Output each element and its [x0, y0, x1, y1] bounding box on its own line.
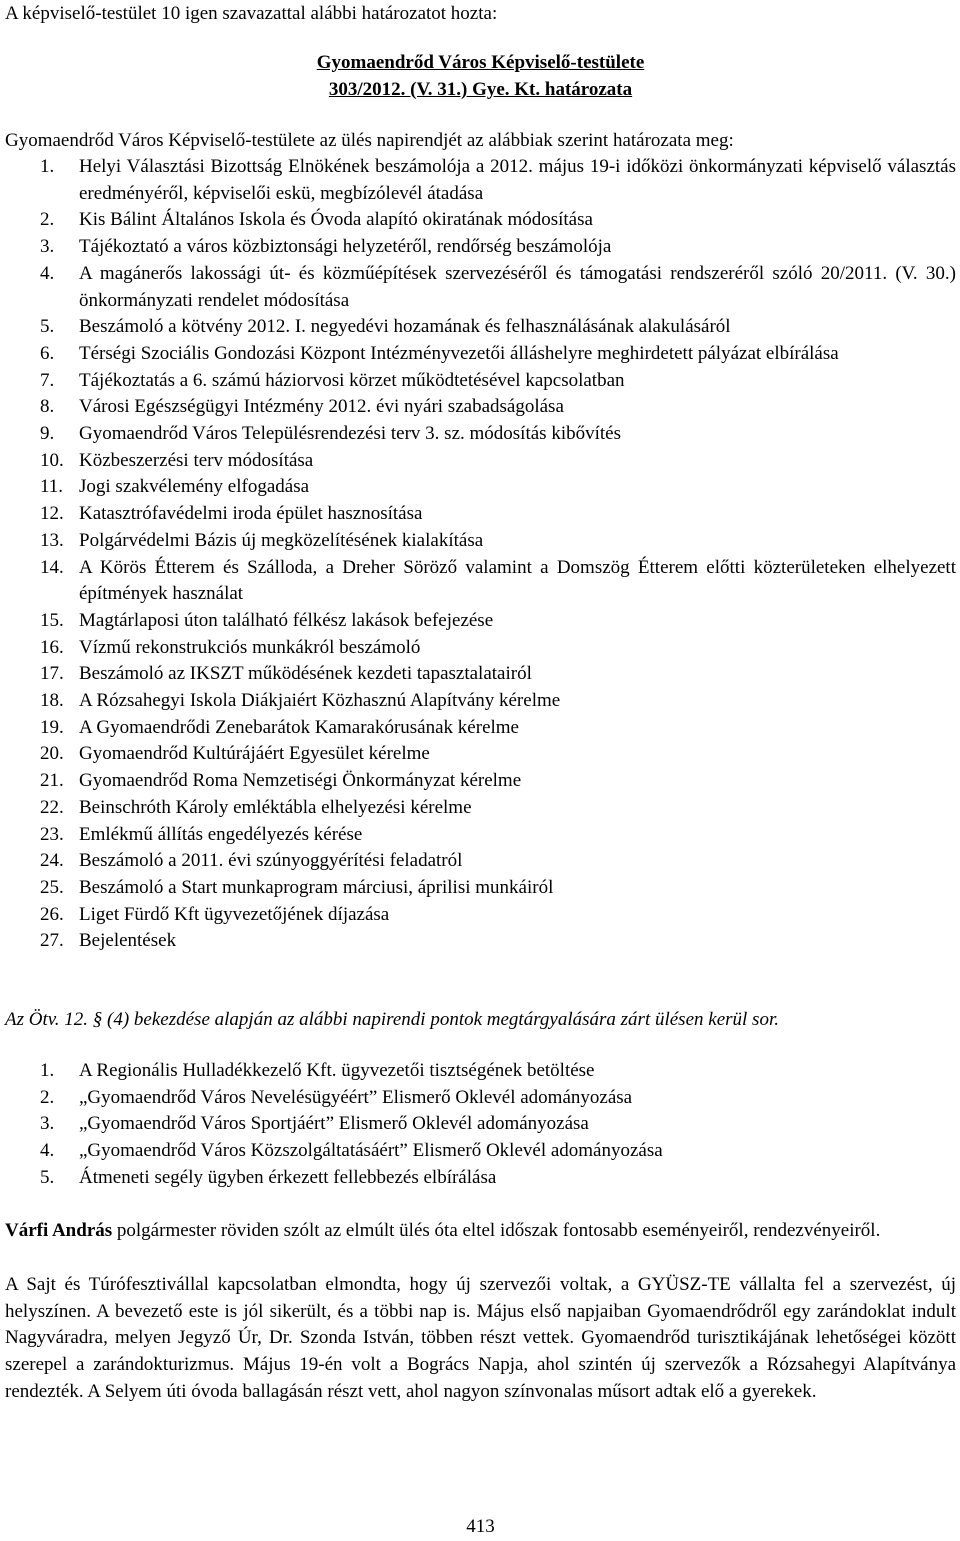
paragraph-text: polgármester röviden szólt az elmúlt ülés óta eltel időszak fontosabb eseményeiről, rendezvényeiről.	[112, 1220, 881, 1241]
resolution-body: Gyomaendrőd Város Képviselő-testülete	[316, 52, 645, 73]
list-item	[5, 261, 956, 314]
item-number: 2.	[40, 1086, 55, 1108]
item-text: Beszámoló a Start munkaprogram márciusi, áprilisi munkáiról	[79, 876, 554, 898]
item-number: 12.	[40, 503, 64, 525]
item-number: 4.	[40, 262, 55, 284]
item-number: 21.	[40, 770, 64, 792]
item-text: A Gyomaendrődi Zenebarátok Kamarakórusának kérelme	[79, 716, 519, 738]
list-item	[5, 421, 956, 448]
item-number: 18.	[40, 690, 64, 712]
item-text: Kis Bálint Általános Iskola és Óvoda alapító okiratának módosítása	[79, 209, 593, 231]
speaker-name: Várfi András	[5, 1220, 113, 1241]
list-item	[5, 1165, 956, 1192]
list-item	[5, 875, 956, 902]
list-item	[5, 715, 956, 742]
list-item	[5, 688, 956, 715]
list-item	[5, 341, 956, 368]
item-text: Gyomaendrőd Kultúrájáért Egyesület kérelme	[79, 743, 430, 765]
item-text: Átmeneti segély ügyben érkezett fellebbezés elbírálása	[79, 1166, 497, 1188]
closed-session-list	[5, 1058, 956, 1192]
item-text: A Regionális Hulladékkezelő Kft. ügyvezetői tisztségének betöltése	[79, 1060, 595, 1081]
list-item	[5, 768, 956, 795]
item-number: 5.	[40, 1166, 55, 1188]
list-item	[5, 1058, 956, 1085]
item-text: „Gyomaendrőd Város Nevelésügyéért” Elismerő Oklevél adományozása	[79, 1086, 633, 1108]
item-number: 6.	[40, 342, 55, 364]
list-item	[5, 1138, 956, 1165]
list-item	[5, 902, 956, 929]
item-number: 25.	[40, 876, 64, 898]
item-text: „Gyomaendrőd Város Sportjáért” Elismerő Oklevél adományozása	[79, 1113, 589, 1135]
intro-text: A képviselő-testület 10 igen szavazattal alábbi határozatot hozta:	[5, 3, 498, 24]
item-number: 22.	[40, 796, 64, 818]
item-text: „Gyomaendrőd Város Közszolgáltatásáért” Elismerő Oklevél adományozása	[79, 1140, 663, 1162]
item-text: Beszámoló az IKSZT működésének kezdeti tapasztalatairól	[79, 663, 532, 685]
agenda-lead: Gyomaendrőd Város Képviselő-testülete az ülés napirendjét az alábbiak szerint határozata meg:	[5, 130, 734, 151]
item-text: A Rózsahegyi Iskola Diákjaiért Közhasznú Alapítvány kérelme	[79, 690, 561, 712]
item-text: Beszámoló a 2011. évi szúnyoggyérítési feladatról	[79, 850, 463, 872]
item-text: Beszámoló a kötvény 2012. I. negyedévi hozamának és felhasználásának alakulásáról	[79, 316, 731, 338]
list-item	[5, 501, 956, 528]
item-text: Térségi Szociális Gondozási Központ Intézményvezetői álláshelyre meghirdetett pályázat elbírálása	[79, 342, 839, 364]
item-number: 3.	[40, 236, 55, 258]
item-number: 17.	[40, 663, 64, 685]
item-number: 16.	[40, 636, 64, 658]
list-item	[5, 822, 956, 849]
item-text: A Körös Étterem és Szálloda, a Dreher Söröző valamint a Domszög Étterem előtti közterületeken elhelyezett építmények használat	[79, 556, 956, 605]
item-number: 19.	[40, 716, 64, 738]
list-item	[5, 1085, 956, 1112]
list-item	[5, 234, 956, 261]
list-item	[5, 928, 956, 955]
list-item	[5, 394, 956, 421]
list-item	[5, 528, 956, 555]
item-number: 2.	[40, 209, 55, 231]
agenda-list	[5, 154, 956, 955]
item-number: 24.	[40, 850, 64, 872]
list-item	[5, 608, 956, 635]
list-item	[5, 661, 956, 688]
list-item	[5, 1111, 956, 1138]
item-number: 27.	[40, 930, 64, 952]
legal-citation: Az Ötv. 12. § (4) bekezdése alapján az alábbi napirendi pontok megtárgyalására zárt ülésen kerül sor.	[5, 1009, 779, 1030]
list-item	[5, 474, 956, 501]
list-item	[5, 448, 956, 475]
item-number: 3.	[40, 1113, 55, 1135]
list-item	[5, 154, 956, 207]
item-number: 1.	[40, 156, 55, 177]
list-item	[5, 635, 956, 662]
item-number: 13.	[40, 529, 64, 551]
item-text: Közbeszerzési terv módosítása	[79, 449, 314, 471]
item-number: 8.	[40, 396, 55, 418]
item-text: Gyomaendrőd Város Településrendezési terv 3. sz. módosítás kibővítés	[79, 423, 621, 445]
item-text: Emlékmű állítás engedélyezés kérése	[79, 823, 363, 845]
resolution-number: 303/2012. (V. 31.) Gye. Kt. határozata	[328, 79, 633, 100]
list-item	[5, 555, 956, 608]
item-number: 5.	[40, 316, 55, 338]
item-text: Helyi Választási Bizottság Elnökének beszámolója a 2012. május 19-i időközi önkormányzati képviselő választás eredményéről, képviselői eskü, megbízólevél átadása	[79, 156, 956, 204]
list-item	[5, 368, 956, 395]
mayor-report-paragraph	[5, 1218, 956, 1245]
item-number: 9.	[40, 423, 55, 445]
list-item	[5, 314, 956, 341]
item-number: 11.	[40, 476, 64, 498]
item-number: 15.	[40, 609, 64, 631]
item-text: Katasztrófavédelmi iroda épület hasznosítása	[79, 503, 423, 525]
item-number: 20.	[40, 743, 64, 765]
item-text: Vízmű rekonstrukciós munkákról beszámoló	[79, 636, 421, 658]
list-item	[5, 848, 956, 875]
item-number: 7.	[40, 369, 55, 391]
item-text: Gyomaendrőd Roma Nemzetiségi Önkormányzat kérelme	[79, 770, 522, 792]
list-item	[5, 207, 956, 234]
item-text: Tájékoztató a város közbiztonsági helyzetéről, rendőrség beszámolója	[79, 236, 612, 258]
list-item	[5, 795, 956, 822]
item-number: 23.	[40, 823, 64, 845]
item-text: Tájékoztatás a 6. számú háziorvosi körzet működtetésével kapcsolatban	[79, 369, 625, 391]
item-text: A magánerős lakossági út- és közműépítések szervezéséről és támogatási rendszeréről szóló 20/2011. (V. 30.) önkormányzati rendelet módosítása	[79, 262, 956, 311]
item-number: 1.	[40, 1060, 55, 1081]
item-text: Magtárlaposi úton található félkész lakások befejezése	[79, 609, 494, 631]
item-text: Polgárvédelmi Bázis új megközelítésének kialakítása	[79, 529, 484, 551]
item-text: Bejelentések	[79, 930, 177, 952]
item-number: 4.	[40, 1140, 55, 1162]
item-text: Liget Fürdő Kft ügyvezetőjének díjazása	[79, 903, 390, 925]
item-number: 10.	[40, 449, 64, 471]
item-number: 26.	[40, 903, 64, 925]
events-paragraph: A Sajt és Túrófesztivállal kapcsolatban elmondta, hogy új szervezői voltak, a GYÜSZ-TE vállalta fel a szervezést, új helyszínen. A bevezető este is jól sikerült, és a többi nap is. Május első napjaiban Gyomaendrődről egy zarándoklat indult Nagyváradra, melyen Jegyző Úr, Dr. Szonda István, többen részt vettek. Gyomaendrőd turisztikájának lehetőségei között szerepel a zarándokturizmus. Május 19-én volt a Bogrács Napja, ahol szintén új szervezők a Rózsahegyi Alapítványa rendezték. A Selyem úti óvoda ballagásán részt vett, ahol nagyon színvonalas műsort adtak elő a gyerekek.	[5, 1274, 956, 1402]
item-text: Jogi szakvélemény elfogadása	[79, 476, 310, 498]
item-number: 14.	[40, 556, 64, 578]
page-number: 413	[466, 1516, 495, 1537]
item-text: Beinschróth Károly emléktábla elhelyezési kérelme	[79, 796, 472, 818]
list-item	[5, 741, 956, 768]
item-text: Városi Egészségügyi Intézmény 2012. évi nyári szabadságolása	[79, 396, 564, 418]
